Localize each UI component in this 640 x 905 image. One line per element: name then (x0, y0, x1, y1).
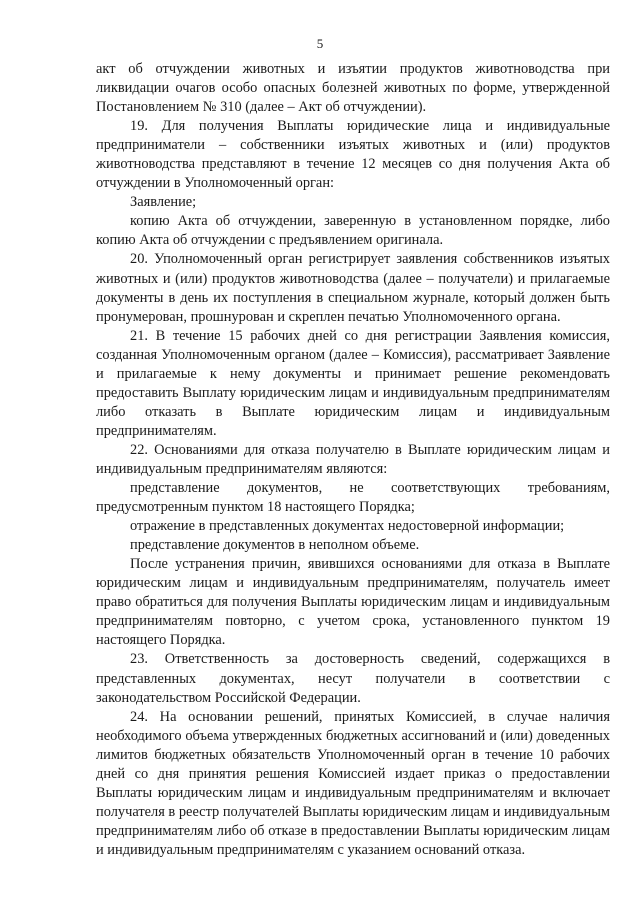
paragraph: представление документов в неполном объеме. (130, 537, 420, 554)
paragraph: 21. В течение 15 рабочих дней со дня регистрации Заявления комиссия, созданная Уполномоченным органом (далее – Комиссия), рассматривает Заявление и прилагаемые к нему документы и принимает решение рекомендовать предоставить Выплату юридическим лицам и индивидуальным предпринимателям либо отказать в Выплате юридическим лицам и индивидуальным предпринимателям. (96, 327, 610, 439)
paragraph: После устранения причин, явившихся основаниями для отказа в Выплате юридическим лицам и индивидуальным предпринимателям, получатель имеет право обратиться для получения Выплаты юридическим лицам и индивидуальным предпринимателям повторно, с учетом срока, установленного пунктом 19 настоящего Порядка. (96, 556, 610, 649)
paragraph: копию Акта об отчуждении, заверенную в установленном порядке, либо копию Акта об отчуждении с предъявлением оригинала. (96, 213, 610, 249)
paragraph: Заявление; (130, 194, 197, 211)
paragraph: акт об отчуждении животных и изъятии продуктов животноводства при ликвидации очагов особо опасных болезней животных по форме, утвержденной Постановлением № 310 (далее – Акт об отчуждении). (96, 61, 610, 116)
paragraph: отражение в представленных документах недостоверной информации; (130, 518, 565, 535)
paragraph: 20. Уполномоченный орган регистрирует заявления собственников изъятых животных и (или) продуктов животноводства (далее – получатели) и прилагаемые документы в день их поступления в специальном журнале, который должен быть пронумерован, прошнурован и скреплен печатью Уполномоченного органа. (96, 251, 610, 325)
paragraph: 24. На основании решений, принятых Комиссией, в случае наличия необходимого объема утвержденных бюджетных ассигнований и (или) доведенных лимитов бюджетных обязательств Уполномоченный орган в течение 10 рабочих дней со дня принятия решения Комиссией издает приказ о предоставлении Выплаты юридическим лицам и индивидуальным предпринимателям и включает получателя в реестр получателей Выплаты юридическим лицам и индивидуальным предпринимателям либо об отказе в предоставлении Выплаты юридическим лицам и индивидуальным предпринимателям с указанием оснований отказа. (96, 708, 610, 858)
page-number: 5 (316, 36, 324, 51)
paragraph: 19. Для получения Выплаты юридические лица и индивидуальные предприниматели – собственники изъятых животных и (или) продуктов животноводства представляют в течение 12 месяцев со дня получения Акта об отчуждении в Уполномоченный орган: (96, 118, 610, 192)
paragraph: представление документов, не соответствующих требованиям, предусмотренным пунктом 18 настоящего Порядка; (96, 480, 610, 516)
paragraph: 23. Ответственность за достоверность сведений, содержащихся в представленных документах, несут получатели в соответствии с законодательством Российской Федерации. (96, 651, 610, 706)
paragraph: 22. Основаниями для отказа получателю в Выплате юридическим лицам и индивидуальным предпринимателям являются: (96, 441, 610, 477)
document-body (96, 60, 610, 860)
